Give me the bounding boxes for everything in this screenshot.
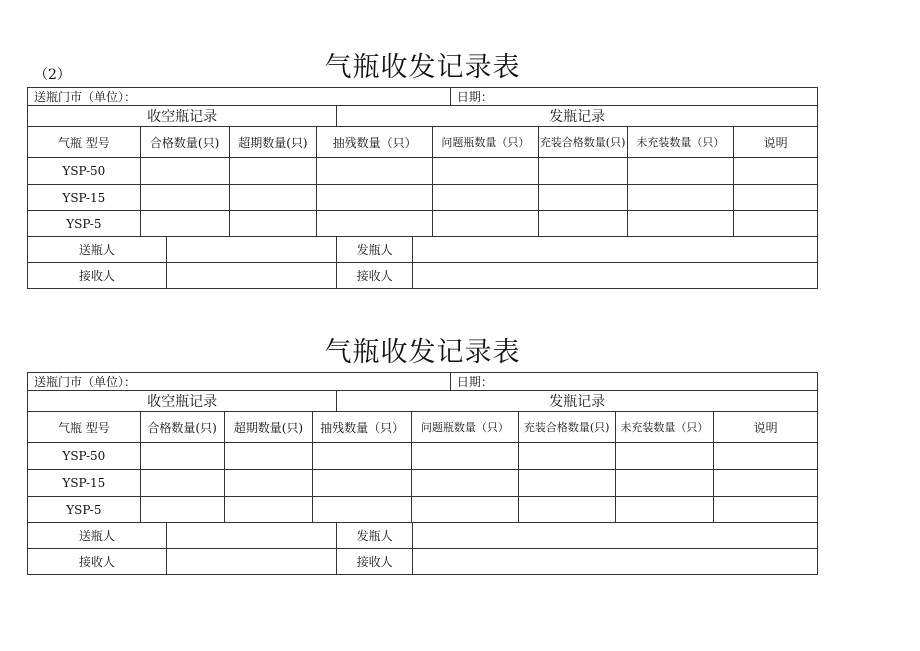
problem-cell[interactable] (412, 443, 519, 469)
signature-row (27, 237, 818, 263)
qualified-cell[interactable] (141, 185, 230, 210)
model-label: YSP-50 (28, 158, 141, 184)
col-unfilled: 未充装数量（只） (628, 127, 735, 157)
unfilled-cell[interactable] (616, 497, 715, 522)
table-row (27, 158, 818, 185)
issuer-signature-field[interactable] (413, 237, 817, 262)
model-label: YSP-5 (28, 211, 141, 236)
residual-cell[interactable] (317, 158, 433, 184)
notes-cell[interactable] (734, 158, 817, 184)
col-residual: 抽残数量（只） (317, 127, 433, 157)
signature-row (27, 549, 818, 575)
model-label: YSP-15 (28, 185, 141, 210)
date-field[interactable]: 日期： (456, 375, 493, 389)
table-row (27, 470, 818, 497)
notes-cell[interactable] (734, 211, 817, 236)
residual-cell[interactable] (313, 470, 412, 496)
filled-cell[interactable] (539, 211, 628, 236)
problem-cell[interactable] (412, 497, 519, 522)
col-qualified: 合格数量(只) (141, 127, 230, 157)
unfilled-cell[interactable] (616, 470, 715, 496)
col-expired: 超期数量(只) (225, 412, 314, 442)
problem-cell[interactable] (433, 158, 539, 184)
expired-cell[interactable] (230, 185, 318, 210)
residual-cell[interactable] (317, 185, 433, 210)
col-filled: 充装合格数量(只) (519, 412, 616, 442)
col-expired: 超期数量(只) (230, 127, 318, 157)
filled-cell[interactable] (519, 443, 616, 469)
issue-section-label: 发瓶记录 (549, 394, 606, 410)
sender-city-field[interactable]: 送瓶门市（单位）： (28, 373, 451, 390)
qualified-cell[interactable] (141, 470, 225, 496)
table-row (27, 443, 818, 470)
unfilled-cell[interactable] (628, 158, 735, 184)
receiver-label: 接收人 (28, 263, 167, 288)
receiver-signature-field-2[interactable] (413, 549, 817, 574)
sender-label: 送瓶人 (28, 523, 167, 548)
form-prefix: （2） (34, 67, 71, 83)
col-problem: 问题瓶数量（只） (433, 127, 539, 157)
column-header-row (27, 127, 818, 158)
date-field[interactable]: 日期： (456, 90, 493, 104)
qualified-cell[interactable] (141, 158, 230, 184)
receiver-signature-field[interactable] (167, 549, 338, 574)
col-residual: 抽残数量（只） (313, 412, 412, 442)
problem-cell[interactable] (412, 470, 519, 496)
header-row (27, 87, 818, 106)
issuer-label: 发瓶人 (337, 237, 413, 262)
problem-cell[interactable] (433, 185, 539, 210)
notes-cell[interactable] (734, 185, 817, 210)
table-row (27, 211, 818, 237)
notes-cell[interactable] (714, 470, 817, 496)
sender-label: 送瓶人 (28, 237, 167, 262)
receive-section-label: 收空瓶记录 (28, 106, 337, 126)
filled-cell[interactable] (519, 470, 616, 496)
col-unfilled: 未充装数量（只） (616, 412, 715, 442)
col-model: 气瓶 型号 (28, 127, 141, 157)
column-header-row (27, 412, 818, 443)
sender-city-field[interactable]: 送瓶门市（单位）： (28, 88, 451, 105)
model-label: YSP-15 (28, 470, 141, 496)
form-title: 气瓶收发记录表 (324, 52, 521, 83)
signature-row (27, 263, 818, 289)
qualified-cell[interactable] (141, 497, 225, 522)
col-qualified: 合格数量(只) (141, 412, 225, 442)
receiver-label-2: 接收人 (337, 263, 413, 288)
residual-cell[interactable] (313, 497, 412, 522)
signature-row (27, 523, 818, 549)
col-problem: 问题瓶数量（只） (412, 412, 519, 442)
filled-cell[interactable] (539, 185, 628, 210)
receive-section-label: 收空瓶记录 (28, 391, 337, 411)
unfilled-cell[interactable] (628, 185, 735, 210)
qualified-cell[interactable] (141, 211, 230, 236)
header-row (27, 372, 818, 391)
model-label: YSP-50 (28, 443, 141, 469)
sender-signature-field[interactable] (167, 237, 338, 262)
receiver-label-2: 接收人 (337, 549, 413, 574)
col-notes: 说明 (753, 420, 778, 435)
issuer-label: 发瓶人 (337, 523, 413, 548)
expired-cell[interactable] (230, 211, 318, 236)
expired-cell[interactable] (225, 470, 314, 496)
unfilled-cell[interactable] (628, 211, 735, 236)
expired-cell[interactable] (225, 497, 314, 522)
section-row (27, 391, 818, 412)
filled-cell[interactable] (519, 497, 616, 522)
receiver-signature-field-2[interactable] (413, 263, 817, 288)
col-filled: 充装合格数量(只) (539, 127, 628, 157)
filled-cell[interactable] (539, 158, 628, 184)
qualified-cell[interactable] (141, 443, 225, 469)
section-row (27, 106, 818, 127)
problem-cell[interactable] (433, 211, 539, 236)
model-label: YSP-5 (28, 497, 141, 522)
issue-section-label: 发瓶记录 (549, 109, 606, 125)
unfilled-cell[interactable] (616, 443, 715, 469)
receiver-label: 接收人 (28, 549, 167, 574)
residual-cell[interactable] (313, 443, 412, 469)
residual-cell[interactable] (317, 211, 433, 236)
col-model: 气瓶 型号 (28, 412, 141, 442)
form-title: 气瓶收发记录表 (324, 337, 521, 368)
table-row (27, 185, 818, 211)
expired-cell[interactable] (225, 443, 314, 469)
receiver-signature-field[interactable] (167, 263, 338, 288)
issuer-signature-field[interactable] (413, 523, 817, 548)
notes-cell[interactable] (714, 497, 817, 522)
table-row (27, 497, 818, 523)
col-notes: 说明 (763, 135, 788, 150)
expired-cell[interactable] (230, 158, 318, 184)
sender-signature-field[interactable] (167, 523, 338, 548)
notes-cell[interactable] (714, 443, 817, 469)
